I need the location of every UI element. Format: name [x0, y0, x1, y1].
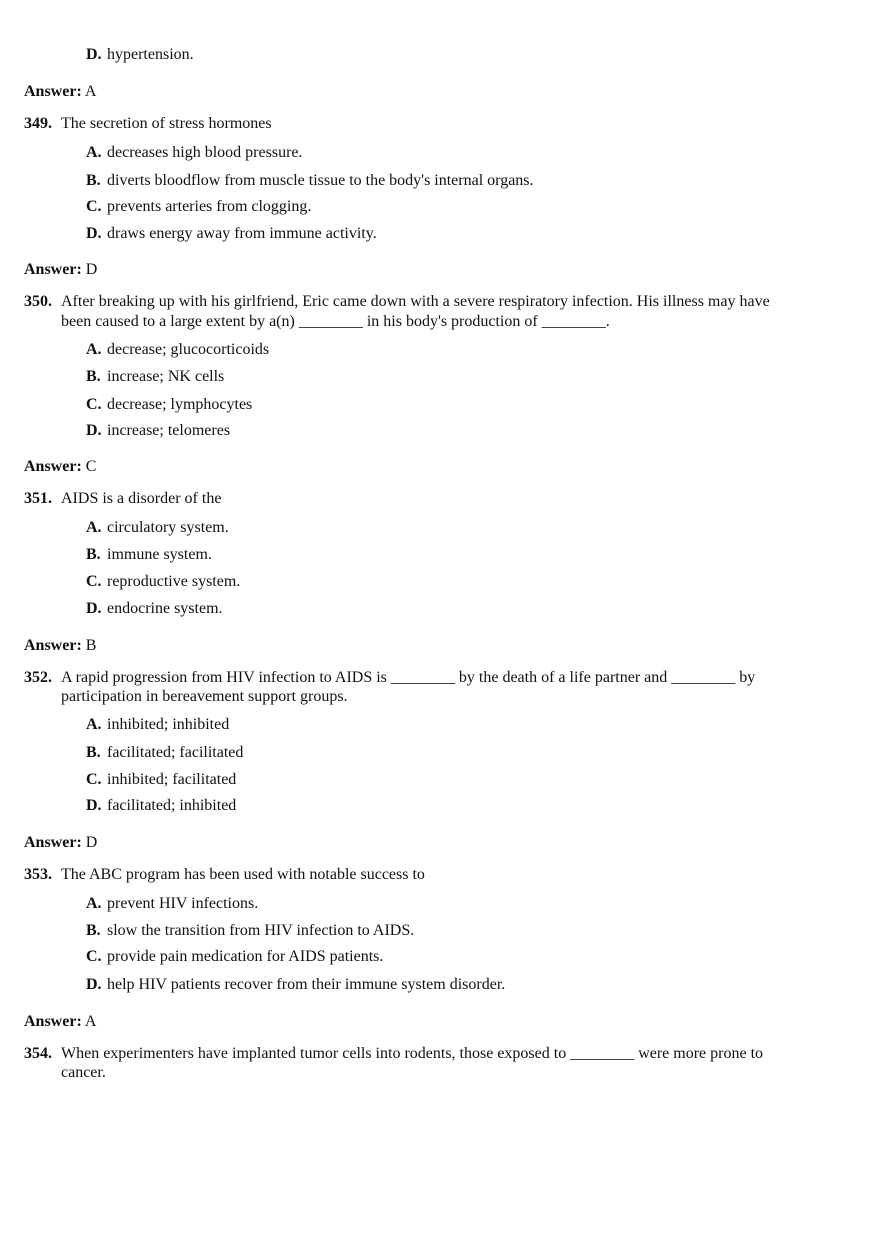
q349-option-b: B. diverts bloodflow from muscle tissue to the body's internal organs. [86, 172, 534, 189]
q351-option-d: D. endocrine system. [86, 600, 223, 617]
q349-option-d: D. draws energy away from immune activity. [86, 225, 377, 242]
answer-prev: Answer: A [24, 83, 97, 100]
q350-answer: Answer: C [24, 458, 97, 475]
q353-option-a: A. prevent HIV infections. [86, 895, 259, 912]
option-d-prev: D. hypertension. [86, 46, 194, 63]
q353-option-c: C. provide pain medication for AIDS patients. [86, 948, 384, 965]
q350-option-b: B. increase; NK cells [86, 368, 225, 385]
q351-option-c: C. reproductive system. [86, 573, 241, 590]
q350-option-d: D. increase; telomeres [86, 422, 231, 439]
q351-answer: Answer: B [24, 637, 97, 654]
q352-option-b: B. facilitated; facilitated [86, 744, 244, 761]
question-350-continued: been caused to a large extent by a(n) ________ in his body's production of ________. [61, 313, 610, 330]
q349-answer: Answer: D [24, 261, 98, 278]
q353-answer: Answer: A [24, 1013, 97, 1030]
question-352-continued: participation in bereavement support groups. [61, 688, 348, 705]
q352-option-c: C. inhibited; facilitated [86, 771, 237, 788]
q352-option-a: A. inhibited; inhibited [86, 716, 230, 733]
q350-option-c: C. decrease; lymphocytes [86, 396, 253, 413]
q350-option-a: A. decrease; glucocorticoids [86, 341, 270, 358]
q349-option-a: A. decreases high blood pressure. [86, 144, 303, 161]
q353-option-b: B. slow the transition from HIV infection to AIDS. [86, 922, 415, 939]
q353-option-d: D. help HIV patients recover from their immune system disorder. [86, 976, 506, 993]
q351-option-b: B. immune system. [86, 546, 212, 563]
q349-option-c: C. prevents arteries from clogging. [86, 198, 312, 215]
question-354-continued: cancer. [61, 1064, 106, 1081]
q351-option-a: A. circulatory system. [86, 519, 229, 536]
q352-answer: Answer: D [24, 834, 98, 851]
q352-option-d: D. facilitated; inhibited [86, 797, 237, 814]
